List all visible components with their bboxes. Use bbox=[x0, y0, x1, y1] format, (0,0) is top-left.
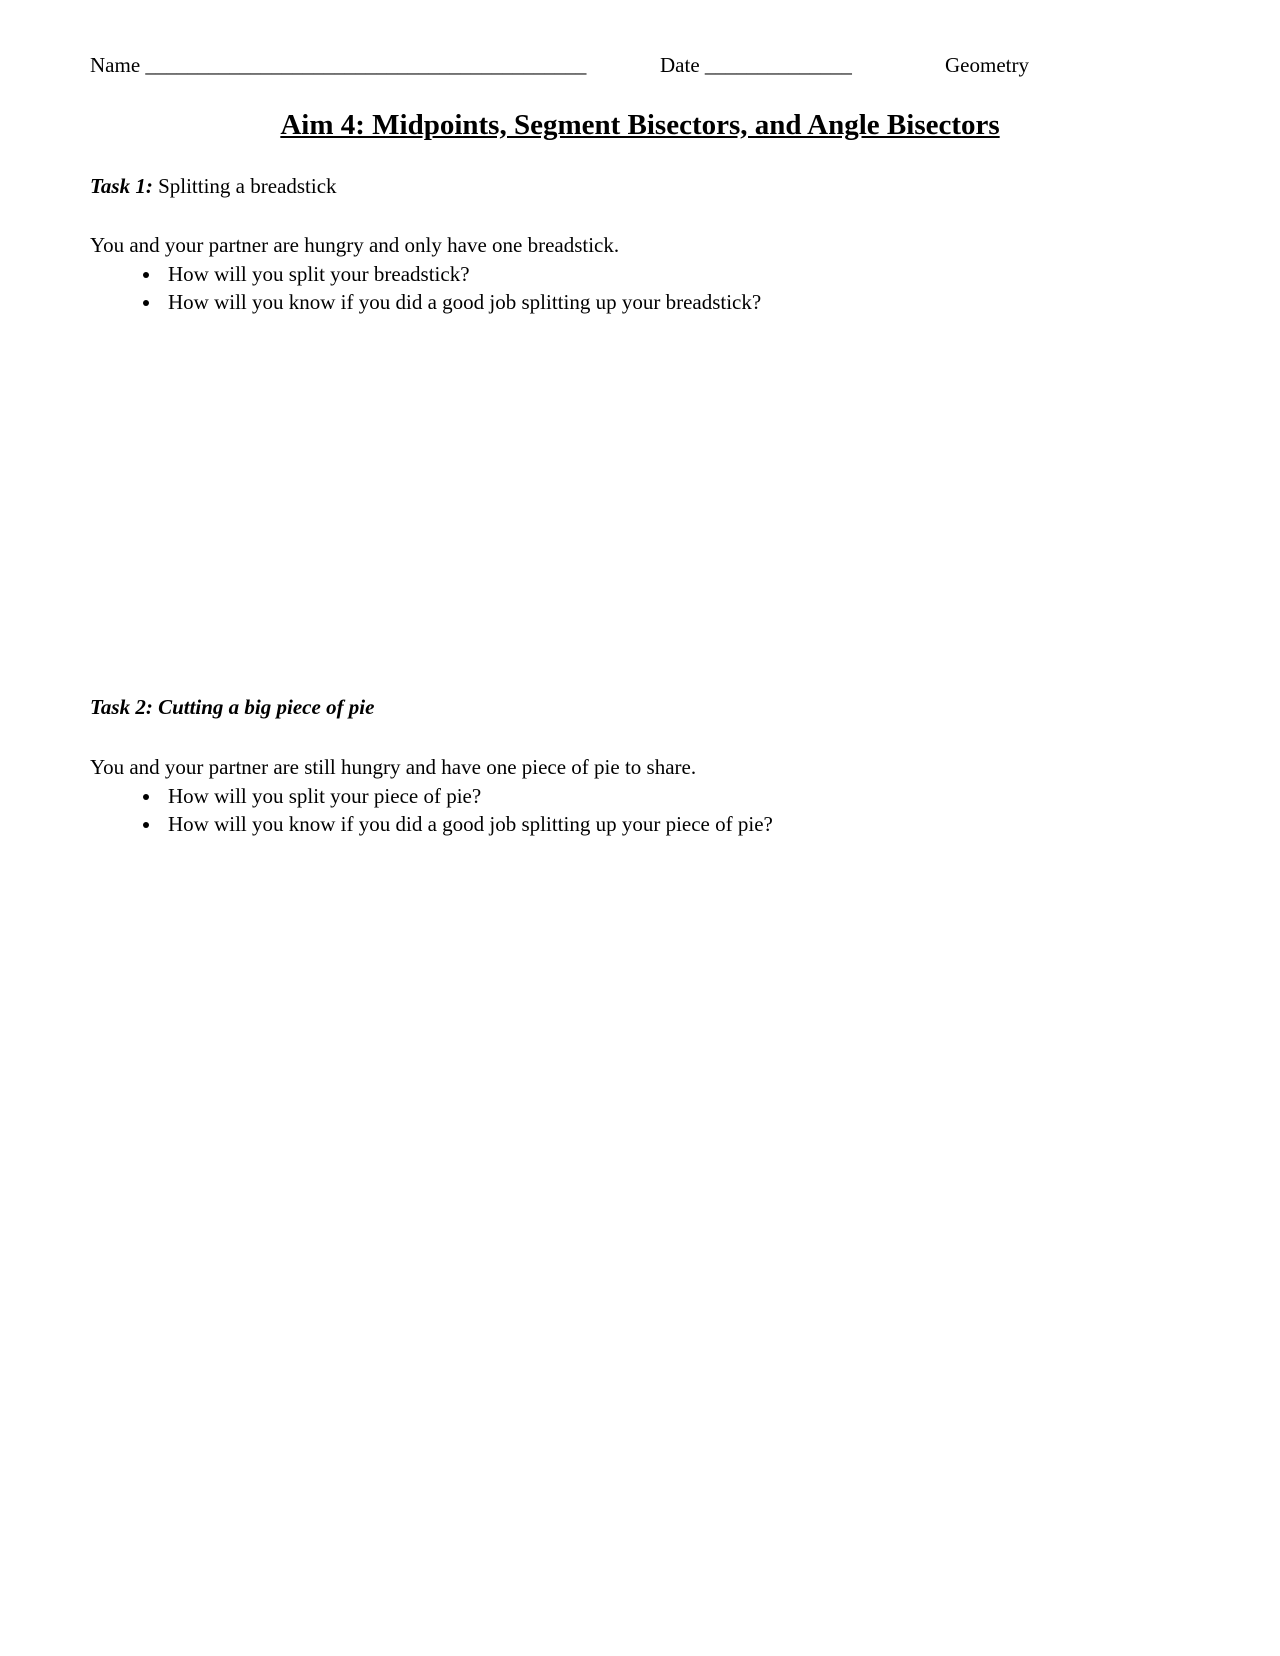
name-label: Name bbox=[90, 53, 141, 77]
task1-bullet-2: • How will you know if you did a good job splitting up your breadstick? bbox=[162, 289, 1190, 317]
task1-label: Task 1: bbox=[90, 173, 153, 198]
task2-intro: You and your partner are still hungry and have one piece of pie to share. bbox=[90, 755, 697, 780]
task1-subtitle: Splitting a breadstick bbox=[152, 173, 337, 198]
name-field-group bbox=[90, 52, 660, 80]
task1-intro: You and your partner are hungry and only have one breadstick. bbox=[90, 233, 620, 258]
task2-bullet-list bbox=[90, 783, 1190, 838]
task1-bullet-list bbox=[90, 261, 1190, 316]
course-label: Geometry bbox=[945, 53, 1029, 77]
task2-heading bbox=[90, 694, 1190, 722]
task2-bullet-2: • How will you know if you did a good job splitting up your piece of pie? bbox=[162, 811, 1190, 839]
header-row bbox=[90, 52, 1190, 80]
date-label: Date bbox=[660, 53, 700, 77]
name-blank-line: __________________________________________ bbox=[145, 53, 587, 77]
worksheet-title: Aim 4: Midpoints, Segment Bisectors, and Angle Bisectors bbox=[280, 108, 1000, 141]
task2-label: Task 2: Cutting a big piece of pie bbox=[90, 695, 375, 720]
task1-bullet-1: • How will you split your breadstick? bbox=[162, 261, 1190, 289]
task1-heading bbox=[90, 173, 1190, 201]
task2-bullet-1: • How will you split your piece of pie? bbox=[162, 783, 1190, 811]
date-blank-line: ______________ bbox=[704, 53, 852, 77]
date-field-group bbox=[660, 52, 945, 80]
